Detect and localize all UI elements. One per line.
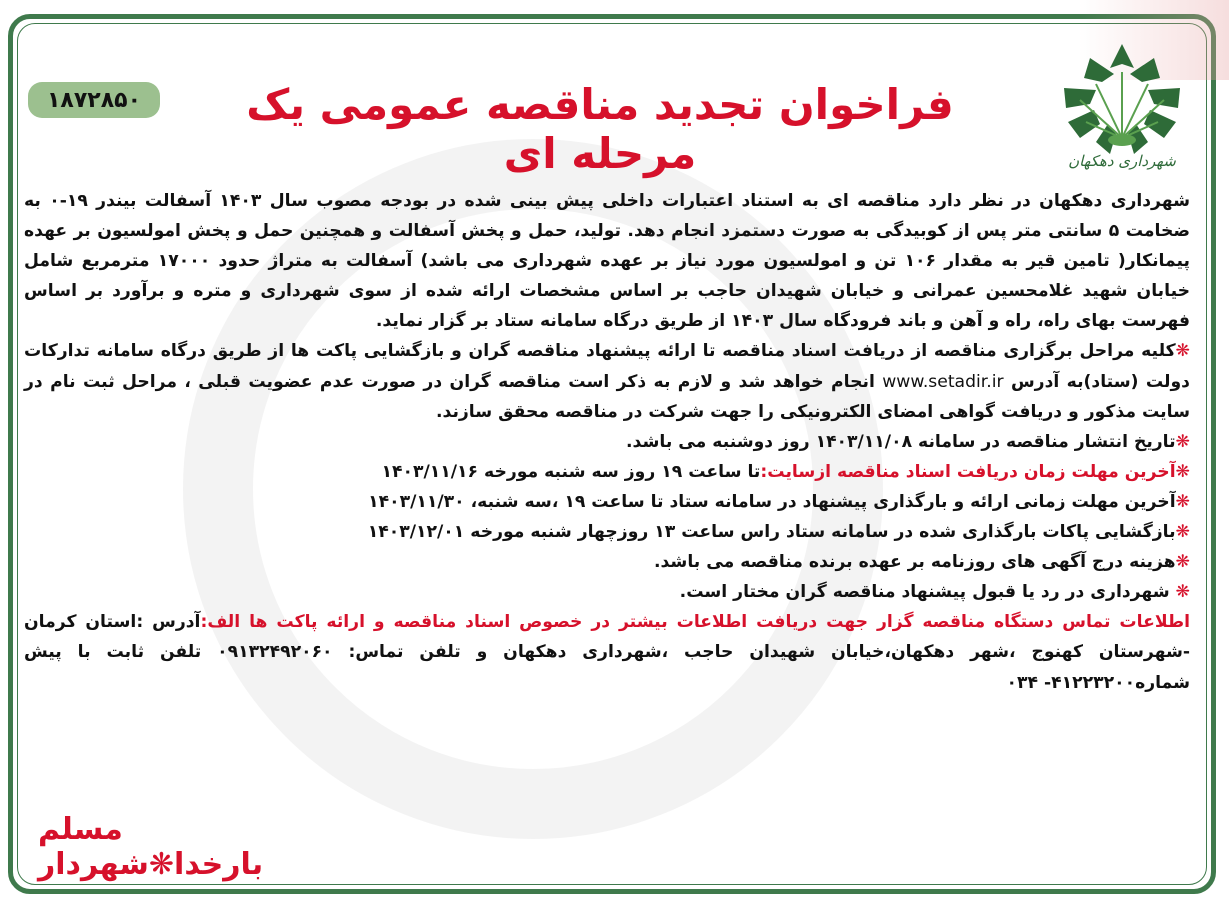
rights-line: ❋ شهرداری در رد یا قبول پیشنهاد مناقصه گران مختار است. — [679, 582, 1190, 603]
bullet-icon: ❋ — [1175, 431, 1190, 452]
bullet-icon: ❋ — [1175, 491, 1190, 512]
contact-address: آدرس :استان کرمان -شهرستان کهنوج ،شهر دهکهان،خیابان شهیدان حاجب ،شهرداری دهکهان و تلفن تماس: ۰۹۱۳۲۴۹۲۰۶۰ تلفن ثابت با پیش شماره۴۱۲۲۳۲۰۰- ۰۳۴ — [24, 612, 1190, 693]
publish-date-line: ❋تاریخ انتشار مناقصه در سامانه ۱۴۰۳/۱۱/۰۸ روز دوشنبه می باشد. — [626, 431, 1190, 452]
bullet-icon: ❋ — [1175, 341, 1190, 362]
intro-paragraph: شهرداری دهکهان در نظر دارد مناقصه ای به استناد اعتبارات داخلی پیش بینی شده در بودجه مصوب سال ۱۴۰۳ آسفالت بیندر ۱۹-۰ به ضخامت ۵ سانتی متر پس از کوبیدگی به صورت دستمزد انجام دهد. تولید، حمل و پخش آسفالت و همچنین حمل و پخش امولسیون بر عهده پیمانکار( تامین قیر به مقدار ۱۰۶ تن و امولسیون مورد نیاز بر عهده شهرداری می باشد) آسفالت به متراژ حدود ۱۷۰۰۰ مترمربع شامل خیابان شهید غلامحسین عمرانی و خیابان شهیدان حاجب بر اساس مشخصات ارائه شده از سوی شهرداری و متره و برآورد بر اساس فهرست بهای راه، راه و آهن و باند فرودگاه سال ۱۴۰۳ از طریق درگاه سامانه ستاد بر گزار نماید. — [24, 191, 1190, 332]
bullet-icon: ❋ — [1175, 582, 1190, 603]
stages-paragraph: ❋کلیه مراحل برگزاری مناقصه از دریافت اسناد مناقصه تا ارائه پیشنهاد مناقصه گران و بازگشایی پاکت ها از طریق درگاه سامانه تدارکات دولت (ستاد)به آدرس www.setadir.ir انجام خواهد شد و لازم به ذکر است مناقصه گران در صورت عدم عضویت قبلی ، مراحل ثبت نام در سایت مذکور و دریافت گواهی امضای الکترونیکی را جهت شرکت در مناقصه محقق سازند. — [24, 341, 1190, 422]
setad-url-link[interactable]: www.setadir.ir — [882, 371, 1004, 392]
bullet-icon: ❋ — [1175, 522, 1190, 543]
ad-cost-line: ❋هزینه درج آگهی های روزنامه بر عهده برنده مناقصه می باشد. — [653, 552, 1190, 573]
ad-title: فراخوان تجدید مناقصه عمومی یک مرحله ای — [246, 80, 954, 178]
reference-number-badge: ۱۸۷۲۸۵۰ — [28, 82, 160, 118]
ad-body — [24, 186, 1190, 698]
document-deadline-value: تا ساعت ۱۹ روز سه شنبه مورخه ۱۴۰۳/۱۱/۱۶ — [381, 461, 761, 482]
mayor-signature: مسلم بارخدا❋شهردار — [38, 812, 264, 882]
document-deadline-label: آخرین مهلت زمان دریافت اسناد مناقصه ازسایت: — [760, 461, 1176, 482]
bullet-icon: ❋ — [1175, 552, 1190, 573]
document-deadline-line — [24, 457, 1190, 487]
contact-label: اطلاعات تماس دستگاه مناقصه گزار جهت دریافت اطلاعات بیشتر در خصوص اسناد مناقصه و ارائه پاکت ها الف: — [200, 612, 1190, 633]
submission-deadline-line: ❋آخرین مهلت زمانی ارائه و بارگذاری پیشنهاد در سامانه ستاد تا ساعت ۱۹ ،سه شنبه، ۱۴۰۳/۱۱/۳۰ — [368, 491, 1190, 512]
logo-caption: شهرداری دهکهان — [1068, 152, 1176, 170]
opening-date-line: ❋بازگشایی پاکات بارگذاری شده در سامانه ستاد راس ساعت ۱۳ روزچهار شنبه مورخه ۱۴۰۳/۱۲/۰۱ — [367, 522, 1190, 543]
bullet-icon: ❋ — [1175, 461, 1190, 482]
contact-paragraph — [24, 607, 1190, 697]
